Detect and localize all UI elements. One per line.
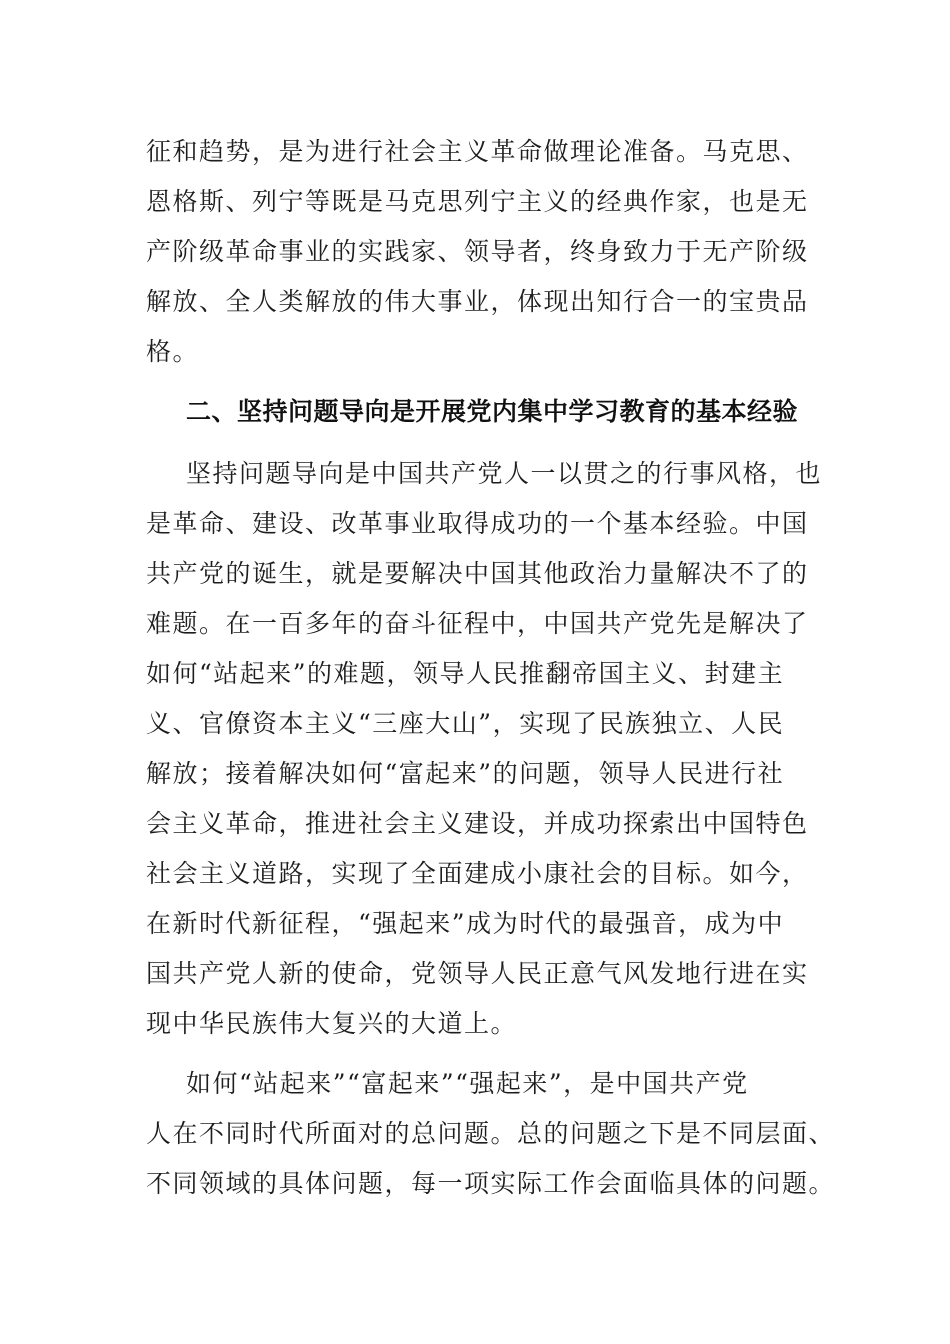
text-line: 社会主义道路，实现了全面建成小康社会的目标。如今， <box>146 859 809 888</box>
text-line: 在新时代新征程，“强起来”成为时代的最强音，成为中 <box>146 909 785 938</box>
text-line: 人在不同时代所面对的总问题。总的问题之下是不同层面、 <box>146 1119 836 1148</box>
text-line: 征和趋势，是为进行社会主义革命做理论准备。马克思、 <box>146 137 809 166</box>
text-line: 是革命、建设、改革事业取得成功的一个基本经验。中国 <box>146 509 809 538</box>
text-line: 现中华民族伟大复兴的大道上。 <box>146 1009 518 1038</box>
text-line: 解放、全人类解放的伟大事业，体现出知行合一的宝贵品 <box>146 287 809 316</box>
paragraph-first-line: 如何“站起来”“富起来”“强起来”，是中国共产党 <box>186 1069 749 1098</box>
text-line: 产阶级革命事业的实践家、领导者，终身致力于无产阶级 <box>146 237 809 266</box>
text-line: 格。 <box>146 337 200 366</box>
text-line: 难题。在一百多年的奋斗征程中，中国共产党先是解决了 <box>146 609 809 638</box>
text-line: 如何“站起来”的难题，领导人民推翻帝国主义、封建主 <box>146 659 785 688</box>
text-line: 不同领域的具体问题，每一项实际工作会面临具体的问题。 <box>146 1169 836 1198</box>
text-line: 会主义革命，推进社会主义建设，并成功探索出中国特色 <box>146 809 809 838</box>
text-line: 解放；接着解决如何“富起来”的问题，领导人民进行社 <box>146 759 785 788</box>
text-line: 义、官僚资本主义“三座大山”，实现了民族独立、人民 <box>146 709 785 738</box>
section-heading: 二、坚持问题导向是开展党内集中学习教育的基本经验 <box>186 397 799 426</box>
text-line: 共产党的诞生，就是要解决中国其他政治力量解决不了的 <box>146 559 809 588</box>
text-line: 国共产党人新的使命，党领导人民正意气风发地行进在实 <box>146 959 809 988</box>
paragraph-first-line: 坚持问题导向是中国共产党人一以贯之的行事风格，也 <box>186 459 823 488</box>
text-line: 恩格斯、列宁等既是马克思列宁主义的经典作家，也是无 <box>146 187 809 216</box>
